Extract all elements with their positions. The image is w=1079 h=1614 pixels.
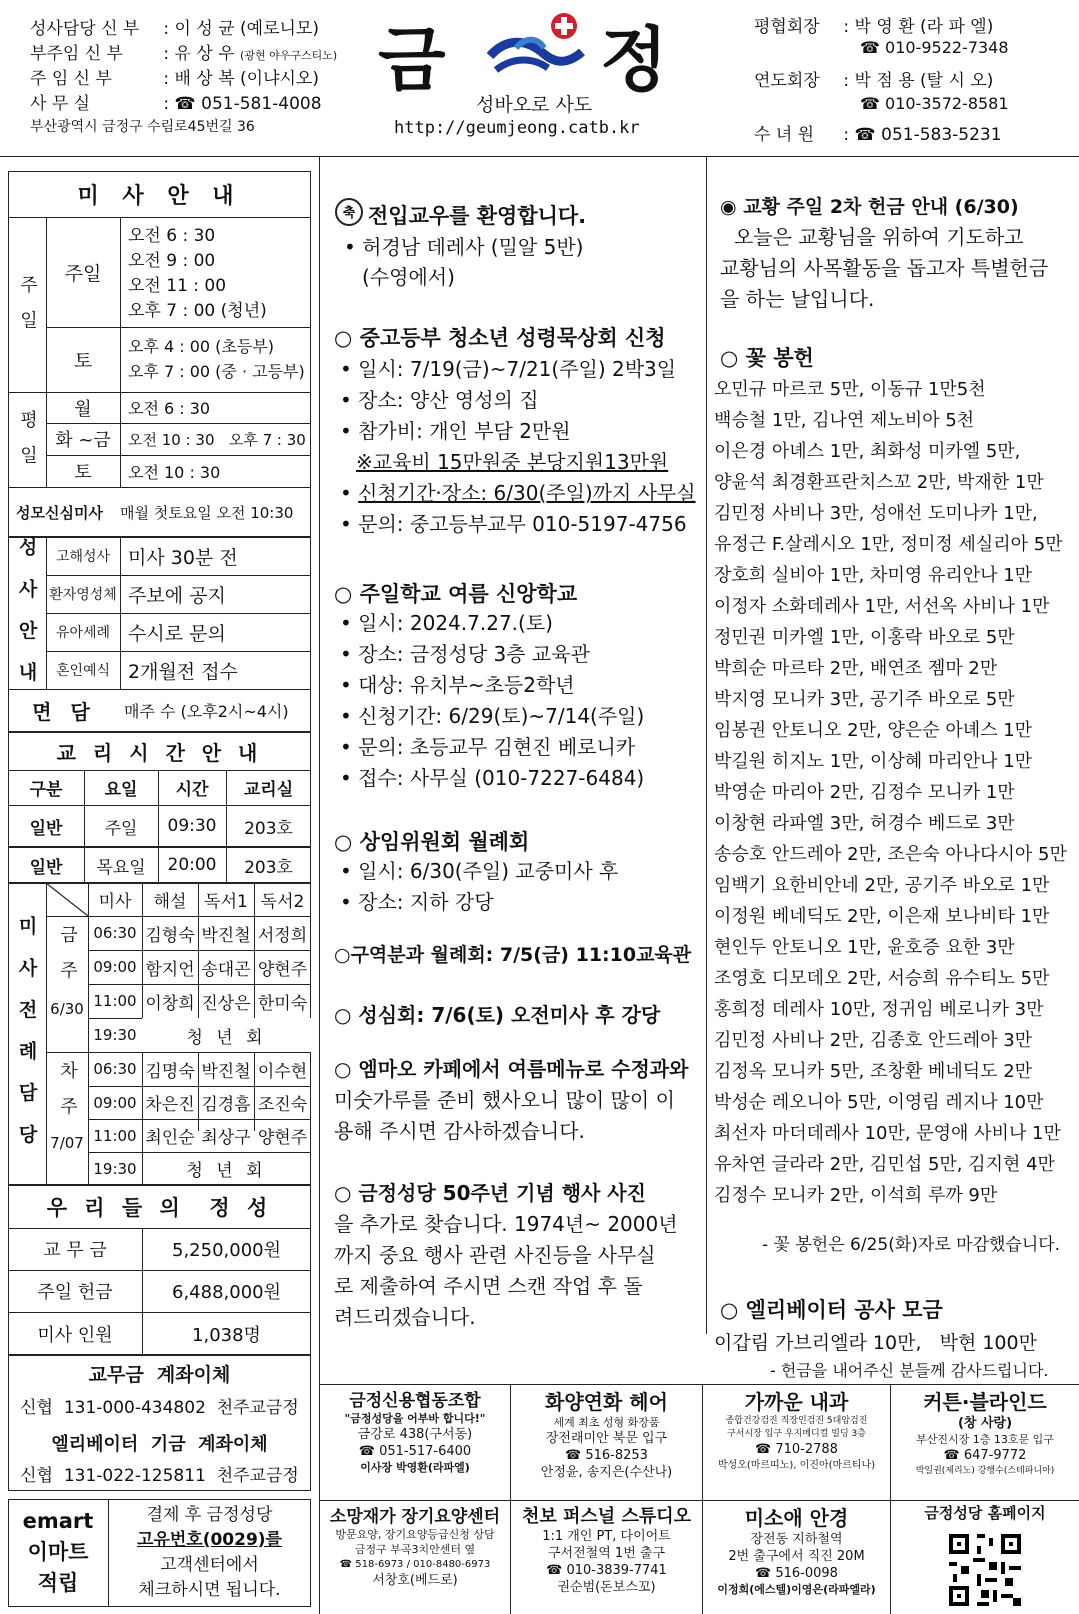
liturgy-cell: 09:00 bbox=[93, 958, 137, 976]
catechism-cell: 20:00 bbox=[167, 855, 217, 875]
liturgy-cell: 06:30 bbox=[93, 1060, 137, 1078]
header-right-phone-1: ☎ 010-9522-7348 bbox=[860, 38, 1009, 57]
ad-curtain: 커튼·블라인드 (창 사랑) 부산진시장 1층 13호문 입구 ☎ 647-9772 박일권(제리노) 강행수(스테파니아) bbox=[915, 1390, 1055, 1476]
elevator-thanks: - 헌금을 내어주신 분들께 감사드립니다. bbox=[770, 1361, 1049, 1380]
qr-code-icon[interactable] bbox=[945, 1530, 1025, 1610]
offering-label-1: 교 무 금 bbox=[43, 1240, 107, 1261]
liturgy-cell: 최인순 bbox=[145, 1128, 195, 1148]
welcome-item-2: (수영에서) bbox=[362, 265, 455, 289]
liturgy-header-1: 미사 bbox=[98, 892, 132, 912]
sacrament-value-4: 2개월전 접수 bbox=[128, 660, 238, 683]
liturgy-cell: 함지언 bbox=[145, 959, 195, 980]
catechism-header-3: 시간 bbox=[175, 780, 209, 800]
flower-list: 오민규 마르코 5만, 이동규 1만5천 백승철 1만, 김나연 제노비아 5천 이은경 아녜스 1만, 최화성 미카엘 5만, 양윤석 최경환프란치스꼬 2만, 박재한 1만 김민정 사비나 3만, 성애선 도미나카 1만, 유정근 F.살레시오 1만, 정미정 세실리아 5만 장호희 실비아 1만, 차미영 유리안나 1만 이정자 소화데레사 1만, 서선옥 사비나 1만 정민권 미카엘 1만, 이홍락 바오로 5만 박희순 마르타 2만, 배연조 젬마 2만 박지영 모니카 3만, 공기주 바오로 5만 임봉권 안토니오 2만, 양은순 아녜스 1만 박길원 히지노 1만, 이상혜 마리안나 1만 박영순 마리아 2만, 김정수 모니카 1만 이창현 라파엘 3만, 허경수 베드로 3만 송승호 안드레아 2만, 조은숙 아나다시아 5만 임백기 요한비안네 2만, 공기주 바오로 1만 이정원 베네딕도 2만, 이은재 보나비타 1만 현인두 안토니오 1만, 윤호증 요한 3만 조영호 디모데오 2만, 서승희 유수티노 5만 홍희정 데레사 10만, 정귀임 베로니카 3만 김민정 사비나 2만, 김종호 안드레아 3만 김정옥 모니카 5만, 조창환 베네딕도 2만 박성순 레오니아 5만, 이영림 레지나 10만 최선자 마더데레사 10만, 문영애 사비나 1만 유차연 글라라 2만, 김민섭 5만, 김지현 4만 김정수 모니카 2만, 이석희 루까 9만 bbox=[714, 379, 1067, 1206]
title-right: 정 bbox=[600, 19, 668, 101]
mass-title: 미 사 안 내 bbox=[77, 183, 242, 209]
liturgy-cell: 서정희 bbox=[257, 925, 308, 946]
header-left-row-3: 주 임 신 부 : 배 상 복 (이냐시오) bbox=[30, 69, 319, 89]
flower-title: ○ 꽃 봉헌 bbox=[720, 346, 814, 370]
offering-value-1: 5,250,000원 bbox=[172, 1240, 281, 1261]
pope-text: 오늘은 교황님을 위하여 기도하고 교황님의 사목활동을 돕고자 특별헌금 을 하는 날입니다. bbox=[720, 225, 1049, 311]
liturgy-cell: 09:00 bbox=[93, 1093, 137, 1112]
liturgy-cell: 19:30 bbox=[93, 1159, 137, 1178]
account-title-1: 교무금 계좌이체 bbox=[88, 1363, 231, 1386]
header-right-row-2: 연도회장 : 박 점 용 (탈 시 오) bbox=[754, 71, 994, 91]
liturgy-cell: 최상구 bbox=[201, 1128, 251, 1148]
offering-value-3: 1,038명 bbox=[192, 1324, 261, 1346]
welcome-item-1: • 허경남 데레사 (밀알 5반) bbox=[344, 235, 584, 259]
week2-label: 차 주 bbox=[57, 1061, 78, 1121]
sacrament-side-label: 성 사 안 내 bbox=[15, 537, 38, 689]
sunday-side-label: 주 일 bbox=[17, 274, 38, 335]
sacrament-label-3: 유아세례 bbox=[55, 625, 111, 641]
liturgy-cell: 김경흠 bbox=[201, 1095, 251, 1115]
liturgy-cell: 한미숙 bbox=[257, 993, 308, 1014]
pope-title: ◉ 교황 주일 2차 헌금 안내 (6/30) bbox=[720, 196, 1019, 218]
weekday-mon: 월 bbox=[74, 398, 92, 420]
weekday-tue-fri: 화 ~금 bbox=[55, 430, 111, 451]
sacrament-value-2: 주보에 공지 bbox=[128, 584, 226, 607]
sacrament-value-3: 수시로 문의 bbox=[128, 622, 226, 645]
weekday-mon-time: 오전 6 : 30 bbox=[128, 399, 211, 418]
svg-text:축: 축 bbox=[342, 206, 356, 221]
liturgy-cell: 조진숙 bbox=[257, 1095, 308, 1115]
flower-note: - 꽃 봉헌은 6/25(화)자로 마감했습니다. bbox=[762, 1235, 1061, 1255]
header-right-row-3: 수 녀 원 : ☎ 051-583-5231 bbox=[754, 125, 1002, 145]
sacrament-label-2: 환자영성체 bbox=[49, 587, 117, 603]
saturday-times: 오후 4 : 00 (초등부) 오후 7 : 00 (중 · 고등부) bbox=[128, 337, 305, 381]
ad-optical: 미소애 안경 장전동 지하철역 2번 출구에서 직진 20M ☎ 516-0098 이정희(에스텔)이영은(라파엘라) bbox=[717, 1506, 876, 1596]
catechism-cell: 203호 bbox=[244, 857, 293, 878]
catechism-cell: 목요일 bbox=[96, 857, 146, 878]
header-right-phone-2: ☎ 010-3572-8581 bbox=[860, 94, 1009, 113]
header-divider bbox=[0, 156, 1079, 157]
week2-date: 7/07 bbox=[50, 1134, 84, 1152]
district-meeting: ○구역분과 월례회: 7/5(금) 11:10교육관 bbox=[334, 944, 692, 966]
interview-label: 면 담 bbox=[32, 700, 96, 724]
offering-label-3: 미사 인원 bbox=[37, 1324, 113, 1346]
header-left-row-4: 사 무 실 : ☎ 051-581-4008 bbox=[30, 94, 322, 114]
elevator-line: 이갑림 가브리엘라 10만, 박현 100만 bbox=[714, 1332, 1037, 1354]
offering-value-2: 6,488,000원 bbox=[172, 1282, 281, 1303]
weekday-sat-time: 오전 10 : 30 bbox=[128, 462, 221, 482]
week1-label: 금 주 bbox=[57, 925, 78, 985]
ad-homepage: 금정성당 홈페이지 bbox=[924, 1504, 1046, 1522]
standing-title: ○ 상임위원회 월례회 bbox=[334, 830, 530, 854]
school-title: ○ 주일학교 여름 신앙학교 bbox=[334, 582, 578, 606]
catechism-cell: 09:30 bbox=[167, 816, 217, 836]
liturgy-header-3: 독서1 bbox=[204, 892, 248, 912]
catechism-title: 교 리 시 간 안 내 bbox=[56, 740, 263, 765]
ad-clinic: 가까운 내과 종합건강검진 직장인검진 5대암검진 구서시장 입구 우지메디컬 빌딩 3층 ☎ 710-2788 박성오(마르띠노), 이진아(마르티나) bbox=[717, 1390, 876, 1471]
week1-date: 6/30 bbox=[50, 1000, 84, 1018]
liturgy-cell: 06:30 bbox=[93, 924, 137, 942]
sunday-label: 주일 bbox=[64, 262, 102, 285]
liturgy-cell: 19:30 bbox=[93, 1026, 137, 1044]
weekday-tue-fri-time: 오전 10 : 30 오후 7 : 30 bbox=[128, 430, 306, 449]
school-items: • 일시: 2024.7.27.(토) • 장소: 금정성당 3층 교육관 • 대상: 유치부~초등2학년 • 신청기간: 6/29(토)~7/14(주일) • 문의: 초등교무 김현진 베로니카 • 접수: 사무실 (010-7227-6484) bbox=[340, 611, 645, 790]
liturgy-cell: 진상은 bbox=[201, 993, 251, 1014]
ad-hair-salon: 화양연화 헤어 세계 최초 성형 화장품 장전래미안 북문 입구 ☎ 516-8253 안정윤, 송지은(수산나) bbox=[540, 1390, 673, 1480]
header-address: 부산광역시 금정구 수림로45번길 36 bbox=[30, 119, 255, 135]
sacrament-label-1: 고해성사 bbox=[55, 549, 111, 565]
elevator-title: ○ 엘리베이터 공사 모금 bbox=[720, 1298, 943, 1322]
catechism-cell: 일반 bbox=[29, 857, 63, 878]
weekday-sat: 토 bbox=[74, 462, 92, 483]
standing-items: • 일시: 6/30(주일) 교중미사 후 • 장소: 지하 강당 bbox=[340, 859, 619, 914]
liturgy-cell: 차은진 bbox=[145, 1095, 195, 1115]
ad-credit-union: 금정신용협동조합 "금정성당을 어부바 합니다!" 금강로 438(구서동) ☎ 051-517-6400 이사장 박영환(라파엘) bbox=[344, 1391, 486, 1474]
parish-logo bbox=[486, 8, 590, 84]
liturgy-cell: 김형숙 bbox=[145, 925, 195, 946]
header-left-row-2: 부주임 신 부 : 유 상 우 (광현 야우구스티노) bbox=[30, 44, 338, 64]
liturgy-cell: 양현주 bbox=[257, 1128, 308, 1148]
liturgy-header-2: 해설 bbox=[153, 892, 187, 912]
catechism-cell: 주일 bbox=[104, 818, 138, 839]
first-sat-label: 성모신심미사 bbox=[16, 503, 103, 522]
interview-value: 매주 수 (오후2시~4시) bbox=[124, 702, 289, 721]
offering-title: 우 리 들 의 정 성 bbox=[46, 1195, 273, 1220]
liturgy-cell: 김명숙 bbox=[145, 1061, 195, 1082]
account-title-2: 엘리베이터 기금 계좌이체 bbox=[51, 1434, 268, 1455]
cafe-notice: ○ 엠마오 카페에서 여름메뉴로 수정과와 미숫가루를 준비 했사오니 많이 많이 이 용해 주시면 감사하겠습니다. bbox=[334, 1057, 689, 1143]
sacrament-value-1: 미사 30분 전 bbox=[128, 546, 238, 569]
header-left-row-1: 성사담당 신 부 : 이 성 균 (예로니모) bbox=[30, 19, 319, 39]
diagonal-slash bbox=[46, 883, 88, 916]
sunday-times: 오전 6 : 30 오전 9 : 00 오전 11 : 00 오후 7 : 00 (청년) bbox=[128, 226, 267, 321]
liturgy-cell: 11:00 bbox=[93, 992, 137, 1010]
liturgy-cell: 박진철 bbox=[201, 1061, 251, 1082]
header-url[interactable]: http://geumjeong.catb.kr bbox=[394, 118, 640, 138]
account-number-2: 신협 131-022-125811 천주교금정 bbox=[20, 1465, 299, 1486]
heart-meeting: ○ 성심회: 7/6(토) 오전미사 후 강당 bbox=[334, 1003, 661, 1027]
retreat-items: • 일시: 7/19(금)~7/21(주일) 2박3일 • 장소: 양산 영성의 집 • 참가비: 개인 부담 2만원 ※교육비 15만원중 본당지원13만원 • 신청기간·장소: 6/30(주일)까지 사무실 • 문의: 중고등부교무 010-5197-4756 bbox=[340, 357, 696, 536]
catechism-header-2: 요일 bbox=[104, 780, 138, 800]
header-right-row-1: 평협회장 : 박 영 환 (라 파 엘) bbox=[754, 17, 994, 37]
welcome-icon bbox=[334, 197, 364, 227]
youth-group-2: 청 년 회 bbox=[186, 1161, 267, 1181]
first-sat-value: 매월 첫토요일 오전 10:30 bbox=[120, 503, 294, 522]
account-number-1: 신협 131-000-434802 천주교금정 bbox=[20, 1397, 299, 1418]
header-subtitle: 성바오로 사도 bbox=[476, 94, 593, 116]
catechism-header-1: 구분 bbox=[29, 780, 63, 800]
ad-studio: 천보 퍼스널 스튜디오 1:1 개인 PT, 다이어트 구서전철역 1번 출구 ☎ 010-3839-7741 권순범(돈보스꼬) bbox=[521, 1506, 692, 1595]
liturgy-cell: 송대곤 bbox=[201, 959, 251, 980]
offering-label-2: 주일 헌금 bbox=[37, 1282, 113, 1303]
retreat-title: ○ 중고등부 청소년 성령묵상회 신청 bbox=[334, 326, 666, 350]
welcome-title: 전입교우를 환영합니다. bbox=[368, 204, 587, 228]
liturgy-cell: 이창희 bbox=[145, 993, 195, 1014]
emart-logo: emart 이마트 적립 bbox=[22, 1509, 94, 1595]
column-divider-right bbox=[706, 156, 707, 1334]
catechism-cell: 203호 bbox=[244, 818, 293, 839]
title-left: 금 bbox=[378, 19, 446, 101]
saturday-label: 토 bbox=[73, 350, 93, 372]
liturgy-cell: 양현주 bbox=[257, 959, 308, 980]
liturgy-cell: 박진철 bbox=[201, 925, 251, 946]
photo-notice: ○ 금정성당 50주년 기념 행사 사진 을 추가로 찾습니다. 1974년~ 2000년 까지 중요 행사 관련 사진등을 사무실 로 제출하여 주시면 스캔 작업 후 돌 려드리겠습니다. bbox=[334, 1181, 678, 1329]
youth-group-1: 청 년 회 bbox=[142, 1018, 311, 1052]
catechism-header-4: 교리실 bbox=[243, 780, 294, 800]
liturgy-cell: 11:00 bbox=[93, 1126, 137, 1145]
catechism-cell: 일반 bbox=[29, 818, 63, 839]
liturgy-cell: 이수현 bbox=[257, 1061, 308, 1082]
liturgy-side-label: 미 사 전 례 담 당 bbox=[15, 916, 38, 1152]
ad-care-center: 소망재가 장기요양센터 방문요양, 장기요양등급신청 상담 금정구 부곡3치안센터 옆 ☎ 518-6973 / 010-8480-6973 서창호(베드로) bbox=[329, 1507, 501, 1588]
weekday-side-label: 평 일 bbox=[17, 409, 38, 470]
liturgy-header-4: 독서2 bbox=[260, 892, 305, 912]
sacrament-label-4: 혼인예식 bbox=[55, 663, 111, 679]
emart-instructions: 결제 후 금정성당 고유번호(0029)를 고객센터에서 체크하시면 됩니다. bbox=[137, 1505, 282, 1600]
